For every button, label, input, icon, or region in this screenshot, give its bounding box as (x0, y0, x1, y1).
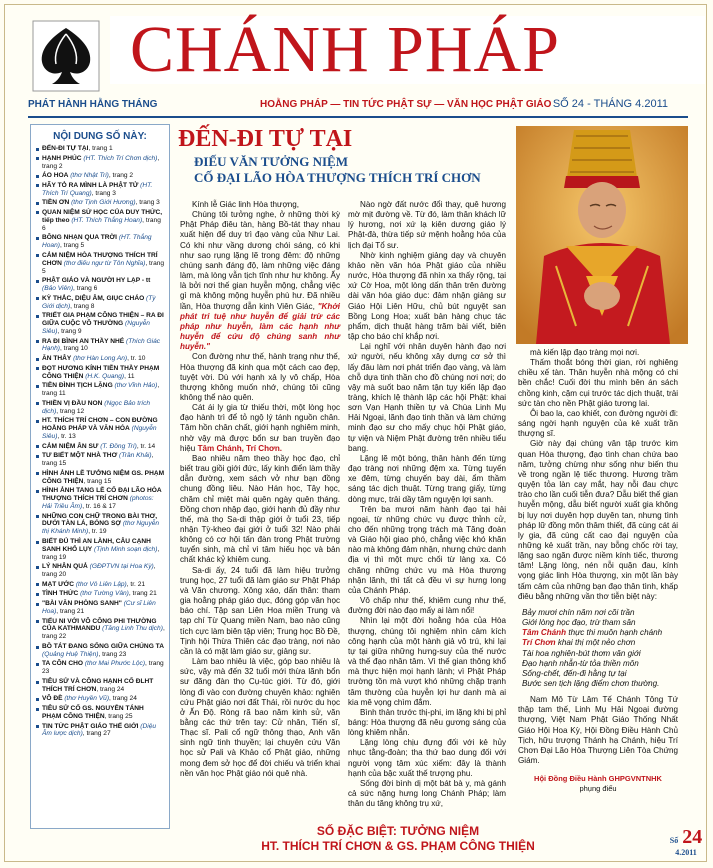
toc-item-page: , tr. 10 (127, 355, 146, 362)
toc-item-title: HÌNH ẢNH LỄ TƯỞNG NIỆM GS. PHẠM CÔNG THIỆN (42, 469, 165, 485)
toc-item-page: , trang 22 (42, 625, 165, 641)
toc-item-author: (Diệu Âm lược dịch) (42, 722, 157, 738)
article-subtitle (194, 154, 481, 186)
toc-item-title: TIẾU NI VỚI VÔ CÔNG PHI THƯỜNG CỦA KATHMANDU (42, 617, 157, 633)
toc-item-page: , trang 27 (82, 730, 111, 738)
toc-item-page: , trang 15 (42, 452, 154, 467)
signature: Hội Đồng Điều Hành GHPGVNTNHK (534, 774, 662, 784)
toc-item (35, 355, 165, 363)
paragraph: Sống đời bình dị một bát bà y, mà gánh cả sức nặng hưng long Chánh Pháp; làm thân du tăng không trụ xứ, (348, 778, 506, 809)
article-column-1 (180, 200, 340, 779)
poem-line: Bước sen tịch lặng điểm chơn thường. (522, 679, 660, 688)
poem (522, 608, 678, 689)
issue-badge-date: 4.2011 (675, 848, 697, 857)
toc-item-page: , trang 9 (57, 327, 82, 335)
toc-item-title: BÔNG NHẠN QUA TRỜI (42, 234, 117, 242)
toc-item-title: TIN TỨC PHẬT GIÁO THẾ GIỚI (42, 722, 139, 730)
toc-item-title: BỒ TÁT ĐANG SỐNG GIỮA CHÚNG TA (42, 642, 164, 650)
toc-item-author: (Bảo Viên) (42, 285, 74, 292)
toc-item (35, 443, 165, 451)
toc-item-page: , trang 12 (56, 407, 85, 415)
toc-item-title: TA CÔN CHO (42, 660, 84, 668)
toc-item (35, 155, 165, 171)
table-of-contents (30, 124, 170, 829)
paragraph: Lặng lòng chịu đựng đối với kẻ hủy nhục tằng-đoàn; tha thứ bao dung đối với người vọng tâm xúc xiểm: đây là thành hạnh của bậc xuất thế trượng phu. (348, 738, 506, 778)
issue-badge (668, 828, 704, 860)
masthead-title: CHÁNH PHÁP (110, 16, 705, 84)
toc-item-author: (Thích Giác Hạnh) (42, 337, 161, 353)
toc-item-title: MẠT ƯỚC (42, 580, 74, 588)
masthead-subbar (28, 96, 688, 114)
toc-item-title: QUAN NIỆM SỨ HỌC CỦA DUY THỨC, tiếp theo (42, 208, 163, 224)
publication-frequency: PHÁT HÀNH HẰNG THÁNG (28, 99, 158, 110)
toc-item-page: , trang 3 (135, 199, 160, 207)
toc-item (35, 400, 165, 416)
paragraph: Lặng lẽ một bóng, thân hành đến từng đạo tràng nơi những đệm xa. Từng tuyến xe đêm, từng chuyến bay dài, ẩm thầm sáng tác dịch thuật. Từng trang giấy, từng dòng mực, trải dầy tâm nguyện lợi sanh. (348, 453, 506, 504)
toc-item-page: , trang 1 (88, 145, 113, 152)
toc-item (35, 172, 165, 180)
toc-item (35, 618, 165, 642)
toc-item (35, 277, 165, 293)
toc-item-title: HÃY TỎ RA MÌNH LÀ PHẬT TỬ (42, 181, 139, 189)
toc-item (35, 660, 165, 676)
banner-line-2: HT. THÍCH TRÍ CHƠN & GS. PHẠM CÔNG THIỆN (261, 839, 535, 853)
toc-item (35, 312, 165, 336)
toc-item-page: , tr. 21 (126, 580, 146, 588)
poem-line: Giới lòng học đạo, trừ tham sân (522, 618, 636, 628)
paragraph: Bình thản trước thị-phi, im lặng khi bị phỉ báng: Hòa thượng đã nêu gương sáng của lòng khiêm nhẫn. (348, 707, 506, 738)
toc-item-author: (H.K. Quang) (83, 372, 125, 380)
toc-item-title: ĐỌT HƯƠNG KÍNH TIỄN THẦY PHẠM CÔNG THIỆN (42, 364, 160, 380)
toc-item-page: , trang 6 (42, 216, 161, 232)
toc-item (35, 513, 165, 537)
toc-item-author: (HT. Thích Thắng Hoan) (69, 216, 143, 224)
toc-item-page: , trang 10 (59, 345, 88, 353)
toc-item-title: HÌNH ẢNH TANG LỄ CỐ ĐẠI LÃO HÒA THƯỢNG THÍCH TRÍ CHƠN (42, 487, 162, 502)
toc-item-title: VÔ ĐỀ (42, 695, 63, 703)
paragraph: Bao nhiêu năm theo thầy học đạo, chỉ biết trau giồi giới đức, lấy kinh điển làm thầy dẫn đường, xem sách vở như bạn đồng chung đồng liêu. Nào Hán học, Tây học, chăm chỉ miệt mài quên ngày quên tháng. Đồng chơn nhập đạo, giới hạnh đủ đầy như thế, mà thọ Sa-di thập giới ở tuổi 23, tiếp nhận Tỳ-kheo đại giới ở tuổi 32! Nào phải không có cơ hội tấn đàn trong Phật trường tuyển sinh, mà chỉ vì tâm hiếu học và bản chất khác kỷ khiêm cung. (180, 453, 340, 565)
poem-line: Tâm Chánh thực thi muôn hạnh chánh (522, 628, 663, 638)
toc-item-title: RA ĐI BÌNH AN THẦY NHÉ (42, 337, 125, 345)
paragraph: Làm bao nhiêu là việc, góp bao nhiêu là sức, vậy mà đến 32 tuổi mới thừa lãnh bổn sư đăng đàn thọ Cụ-túc giới. Từ đó, giới lòng đi vào con đường chuyên khảo: nghiên cứu Phật giáo nơi đất Thái, rồi nước du học ở Ấn Độ. Ròng rã bao năm kinh sử, văn bằng các thứ trên tay: Cử nhân, Tiến sĩ, Thạc sĩ. Pali cổ ngữ thông thạo, Anh văn sinh ngữ tinh thuyền; lại chuyên cứu Văn học sử Pali và Khảo cổ Phật giáo, những mong đem sở học để đời chiếu và triển khai nền văn học Phật giáo nói quê nhà. (180, 657, 340, 778)
toc-item-page: , 11 (124, 372, 135, 380)
toc-item-author: (GĐPTVN tại Hoa Kỳ) (87, 563, 154, 571)
quote: "Khởi phát tri tuệ như huyễn để giải trừ các pháp như huyễn, làm các hạnh như huyễn để cứu độ chúng sanh như huyễn." (180, 301, 340, 352)
toc-item-author: (Tỳ Giới dịch) (42, 294, 156, 310)
toc-item-page: , trang 8 (70, 302, 95, 310)
toc-item-author: (thơ Vĩnh Hảo) (112, 382, 158, 390)
toc-item-page: , trang 24 (109, 695, 137, 703)
toc-item-page: , tr. 19 (88, 528, 107, 536)
paragraph: Con đường như thế, hành trạng như thế, Hòa thượng đã kinh qua một cách cao đẹp, tuyệt vời. Dù với hạnh xả ly vô chấp, Hòa thượng không muốn nhớ, chúng tôi cũng không thể nào quên. (180, 352, 340, 402)
toc-item-page: , trang 2 (108, 172, 134, 180)
toc-item-title: LÝ NHÂN QUẢ (42, 563, 88, 571)
toc-item (35, 338, 165, 354)
toc-item (35, 182, 165, 198)
paragraph: Trên ba mươi năm hành đạo tại hải ngoại, từ những chức vụ được thỉnh cử, cho đến những trọng trách mà Tăng đoàn và Giáo hội giao phó, chẳng việc khó khăn nào mà không đảm nhận, nhưng chức danh địa vị thì một mực chối từ làng xa. Có chăng những chức vụ mà Hòa thượng nhận lãnh, thì tất cả đều vì sự hưng long của Chánh Pháp. (348, 504, 506, 595)
toc-item-page: , tr. 13 (57, 432, 76, 440)
toc-item-author: (Nguyễn Siêu) (42, 425, 157, 440)
toc-item (35, 643, 165, 659)
toc-item-title: KỲ THẮC, DIỆU ÂM, GIỤC CHÁO (42, 294, 145, 302)
toc-item-title: TÌNH THỨC (42, 590, 79, 598)
toc-item (35, 538, 165, 562)
toc-item-author: (Tịnh Minh soạn dịch) (92, 545, 158, 553)
toc-item-title: CẢM NIỆM ÂN SƯ (42, 442, 99, 450)
toc-item (35, 145, 165, 153)
toc-item-author: (Trần Khải) (117, 452, 152, 460)
toc-item (35, 590, 165, 598)
paragraph: Vô chấp như thế, khiêm cung như thế, đường đời nào đạo mấy ai làm nổi! (348, 596, 506, 616)
toc-item-page: , tr. 16 & 17 (82, 502, 116, 510)
toc-item-author: (thơ điếu ngư từ Tôn Nghĩa) (61, 259, 146, 267)
toc-item (35, 705, 165, 721)
bodhi-leaf-logo (32, 20, 100, 92)
toc-item (35, 678, 165, 694)
toc-item-page: , trang 23 (98, 650, 127, 658)
toc-item-author: (Tăng Linh Thu dịch) (100, 625, 163, 633)
paragraph: Lại nghĩ với nhân duyên hành đạo nơi xứ người, nếu không xây dựng cơ sở thì lấy đâu làm nơi phát triển đạo vàng, và làm chỗ dựa tinh thần cho đồ chúng nơi nơi; do vậy mà suốt bao năm tận tụy kiến lập đạo tràng, khích lệ thành lập các hội Phật: khai sơn Vạn Hạnh thiền tự và Chùa Linh Mụ Hải Ngoại, lãnh đạo tinh thần và làm chứng minh đạo sư cho mấy chục hội Phật giáo, tự viện và Niệm Phật đường trên nhiều tiểu bang. (348, 342, 506, 453)
toc-item (35, 209, 165, 233)
toc-item-page: , trang 3 (91, 189, 116, 197)
paragraph: Kính lễ Giác linh Hòa thượng, (192, 200, 300, 209)
toc-heading: NỘI DUNG SỐ NÀY: (53, 131, 147, 142)
paragraph: Sa-di ấy, 24 tuổi đã làm hiệu trưởng trung học, 27 tuổi đã làm giáo sư Phật Pháp và Văn chương. Xông xáo, dấn thân: tham gia hoằng pháp giáo dục, đóng góp văn học báo chí. Tập san Liên Hoa miền Trung và tạp chí Từ Quang miền Nam, bao nào cũng tích cực làm biên tập viên; Trung học Bồ Đề, Tịnh hội Thừa Thiên các đạo tràng, nơi nào cần là có mặt làm giáo sư, giảng sư. (180, 565, 340, 656)
article-subtitle-1: ĐIẾU VĂN TƯỞNG NIỆM (194, 154, 348, 169)
toc-item (35, 695, 165, 703)
toc-item-page: , tr. 14 (136, 442, 156, 450)
article-title: ĐẾN-ĐI TỰ TẠI (178, 126, 353, 152)
toc-item (35, 452, 165, 468)
paragraph: Chúng tôi tưởng nghe, ở những thời kỳ Phật Pháp điêu tàn, hàng Bồ-tát thay nhau xuất hiện để duy trì đạo vàng của Như Lai. Có khi như vầng dương chói sáng, có khi như sao rụng lặng lẽ trong đêm: độ những chúng sanh đáng độ, làm những việc đáng làm, mà lòng vẫn tịch tĩnh như hư không. Ấy là bởi nơi thế gian huyễn mộng, chẳng việc gì mà không mộng huyễn phù hư. Đã nhiều lần, Hòa thượng dẫn kinh Viên Giác, "Khởi phát tri tuệ như huyễn để giải trừ các pháp như huyễn, làm các hạnh như huyễn để cứu độ chúng sanh như huyễn." (180, 210, 340, 352)
toc-item-author: (thơ Tịnh Giới Hương) (69, 199, 136, 207)
toc-item-author: (HT. Thích Trí Chơn dịch) (81, 154, 158, 162)
issue-badge-number: 24 (682, 826, 703, 848)
toc-item-author: (HT. Thích Trí Quang) (42, 181, 153, 197)
poem-line: Đạo hạnh nhẫn-từ tỏa thiền môn (522, 658, 639, 668)
paragraph: Nào ngờ đất nước đổi thay, quê hương mờ mịt đường về. Từ đó, làm thân khách lữ lý hương, nơi xứ lạ kiên dương giáo lý Phật-đà, thừa tiếp sứ mệnh hoằng hóa của lịch đại Tổ sư. (348, 200, 506, 250)
tagline: HOẰNG PHÁP — TIN TỨC PHẬT SỰ — VĂN HỌC PHẬT GIÁO (260, 99, 552, 110)
poem-line: Trí Chơn khai thị một nẻo chơn (522, 638, 636, 648)
toc-item-page: , trang 24 (96, 685, 125, 693)
toc-item-title: BIẾT ĐỦ THÌ AN LÀNH, CÂU CẠNH SANH KHỔ LỤY (42, 537, 151, 553)
toc-item-page: , trang 20 (42, 563, 156, 579)
toc-item (35, 487, 165, 511)
paragraph: Ôi bao la, cao khiết, con đường người đi: sáng ngời hạnh nguyện của kẻ xuất trần thượng sĩ. (518, 408, 678, 439)
toc-item-author: (thơ Huyền Vũ) (62, 695, 110, 703)
paragraph: Cát ái ly gia từ thiếu thời, một lòng học đạo hành trì để tỏ ngộ lý tánh nguồn chân. Tâm hồn chân chất, giới hạnh nghiêm minh, nhờ vậy mà được bổn sư ban truyền đạo hiệu Tâm Chánh, Trí Chơn. (180, 403, 340, 453)
toc-item (35, 234, 165, 250)
toc-item-title: TRIẾT GIA PHẠM CÔNG THIỆN – RA ĐI GIỮA CUỘC VÔ THƯỜNG (42, 312, 164, 327)
toc-item-page: , trang 23 (42, 660, 164, 676)
toc-item-title: ĂN THÂY (42, 355, 72, 362)
toc-item (35, 563, 165, 579)
toc-item (35, 600, 165, 616)
toc-item-author: (photos: Hải Triều Âm) (42, 495, 154, 510)
signature-sub: phụng điếu (579, 784, 617, 794)
toc-item-author: (HT. Thắng Hoan) (42, 234, 152, 250)
toc-item (35, 470, 165, 486)
toc-item-title: TIỄN ĐÌNH TỊCH LẶNG (42, 382, 113, 390)
poem-line: Sống-chết, đến-đi hằng tự tại (522, 668, 627, 678)
toc-item-title: TIÊU SỬ CỐ GS. NGUYỄN TÁNH PHẠM CÔNG THIỆN (42, 705, 144, 720)
toc-item-page: , trang 5 (42, 259, 165, 275)
issue-badge-label: Số (669, 836, 679, 845)
toc-item (35, 295, 165, 311)
toc-item-page: , trang 19 (42, 545, 160, 561)
article-subtitle-2: CỐ ĐẠI LÃO HÒA THƯỢNG THÍCH TRÍ CHƠN (194, 170, 481, 185)
toc-item (35, 723, 165, 739)
toc-item-title: CẢM NIỆM HÒA THƯỢNG THÍCH TRÍ CHƠN (42, 251, 158, 267)
toc-item-author: (thơ Tường Vân) (78, 590, 129, 598)
article-column-2 (348, 200, 506, 809)
toc-item-page: , trang 11 (42, 382, 160, 397)
toc-item (35, 365, 165, 381)
paragraph: Giờ này đại chúng vân tập trước kim quan Hòa thượng, đạo tình chan chứa bao năm, tưởng chừng như sống như biến thu về trong ngần lệ tiếc thương. Hương trầm quyện tỏa làn cay mắt, hay nỗi đau chực trào cho lần cuối tiễn đưa? Dẫu biết thế gian huyễn mộng, dẫu biết người xuất gia không bị lụy nơi duyên hợp duyên tan, nhưng tình pháp lữ đồng môn thâm thiết, đã cùng cát ái ly gia, đã cùng cất cao đại nguyện của những kẻ xuất trần, nay bỗng chốc rời tay, lặng sao ngăn được niềm kính tiếc, thương tâm! Lặng lòng, nén nỗi quặn đau, kính vọng giác linh Hòa thượng, xin một lần bày tấm cảm của những bạn đạo thân tình, khấp điêu bằng những vần thơ tiễn biệt này: (518, 439, 678, 601)
toc-item-title: PHẬT GIÁO VÀ NGƯỜI HY LẠP - tt (42, 277, 151, 285)
toc-item-author: (thơ Vô Liên Lập) (73, 580, 127, 588)
toc-item-page: , trang 6 (73, 285, 98, 292)
toc-item-page: , trang 21 (56, 607, 85, 615)
special-issue-banner (178, 824, 618, 858)
paragraph: Thấm thoắt bóng thời gian, rời nghiêng chiều xế tàn. Thân huyễn nhà mộng có chi bền chắc! Cuối đời thu mình bên án sách chồng kinh, cặm cụi trước tác dịch thuật, trải sức tàn cho nền Phật giáo tương lai. (518, 358, 678, 408)
masthead-rule (28, 116, 688, 118)
toc-item-title: ĐẾN-ĐI TỰ TẠI (42, 145, 89, 152)
toc-item-title: HT. THÍCH TRÍ CHƠN – CON ĐƯỜNG HOẰNG PHÁP VÀ VĂN HÓA (42, 417, 158, 432)
toc-item-title: TƯ BIẾT MỘT NHÀ THƠ (42, 452, 118, 460)
toc-item-page: , trang 15 (83, 477, 112, 485)
toc-item-title: NHỮNG CON CHỮ TRONG BÀI THƠ, DƯỚI TÀN LÁ, BÓNG SỢ (42, 512, 158, 528)
toc-item-author: (Ngọc Bảo trích dịch) (42, 399, 151, 415)
toc-item-author: (thơ Mai Phước Lộc) (83, 660, 146, 668)
toc-item-author: (T. Đồng Trí) (98, 442, 137, 450)
toc-item-title: "BÀI VĂN PHÒNG SANH" (42, 600, 122, 607)
closing-paragraph: Nam Mô Từ Lâm Tế Chánh Tông Tứ thập tam thế, Linh Mụ Hải Ngoại đường thượng, Việt Nam Phật Giáo Thống Nhất Giáo Hội Hoa Kỳ, Hội Đồng Điều Hành Chủ Tịch, hữu trượng Thánh hạ Chánh, hiệu Trí Chơn Đại Lão Hòa Thượng Liên Tòa Chứng Giám. (518, 695, 678, 766)
toc-item-page: , trang 5 (59, 242, 85, 250)
poem-line: Bảy mươi chín năm nơi cõi trần (522, 607, 635, 617)
toc-item-title: TIỀN ƠN (42, 199, 70, 207)
article-column-3 (518, 348, 678, 795)
toc-item-author: (thơ Nhật Tri) (68, 172, 109, 180)
toc-item (35, 199, 165, 207)
toc-item-author: (thơ Nguyễn thị Khánh Minh) (42, 520, 160, 536)
toc-item-page: , trang 21 (128, 590, 157, 598)
toc-item (35, 581, 165, 589)
paragraph: Nhìn lại một đời hoằng hóa của Hòa thượng, chúng tôi nghiệm nhìn cảm kích công hạnh của một hành giả vô trú, khi lại tự tại giữa những hưng-suy của thế nước và thế đạo nhân tâm. Vì thế gian thông khổ mà thực hiện mọi hạnh lành; vì Phật Pháp trường tồn mà vượt khó những chặp trạnh tâm thường của huyễn lợi hư danh mà ai kia mê vọng chìm đắm. (348, 616, 506, 707)
toc-item (35, 382, 165, 398)
toc-item-author: (Quảng Huệ Thiện) (42, 650, 99, 658)
paragraph: Nhờ kinh nghiệm giảng dạy và chuyên khảo nền văn hóa Phật giáo của nhiều nước, Hòa thượng đã nhìn xa thấy rộng, tại xứ Cờ Hoa, một lòng dấn thân trên đường dài văn hóa giáo dục: đảm nhận giảng sư Giáo Hội Liên Hữu, chủ bút nguyệt san Bồng Long Hoa; xuất bản hàng chục tác phẩm, dịch thuật hàng trăm bài viết, biên tập cho báo chí khắp nơi. (348, 250, 506, 342)
toc-item (35, 252, 165, 276)
toc-item-author: (Nguyễn Siêu) (42, 320, 150, 335)
toc-item-title: ÁO HOA (42, 172, 69, 180)
toc-item-title: THIỀN VỊ ĐẦU NON (42, 399, 103, 407)
paragraph: mà kiến lập đạo tràng mọi nơi. (530, 348, 640, 357)
poem-line: Tài hoa nghiên-bút thơm văn giới (522, 648, 641, 658)
toc-list (35, 145, 165, 738)
toc-item-title: HẠNH PHÚC (42, 154, 82, 162)
toc-item-title: TIÊU SỬ VÀ CÔNG HẠNH CỐ ĐLHT THÍCH TRÍ CHƠN (42, 677, 154, 693)
issue-label: SỐ 24 - THÁNG 4.2011 (552, 98, 668, 110)
banner-line-1: SỐ ĐẶC BIỆT: TƯỞNG NIỆM (316, 824, 480, 838)
toc-item-author: (thơ Hàn Long An) (71, 355, 128, 362)
portrait-photo (516, 126, 688, 344)
toc-item (35, 417, 165, 441)
dharma-name: Tâm Chánh, Trí Chơn. (197, 443, 283, 453)
toc-item-page: , trang 25 (104, 712, 133, 720)
toc-item-author: (Cư sĩ Liên Hoa) (42, 600, 156, 615)
toc-item-page: , trang 2 (42, 154, 160, 170)
